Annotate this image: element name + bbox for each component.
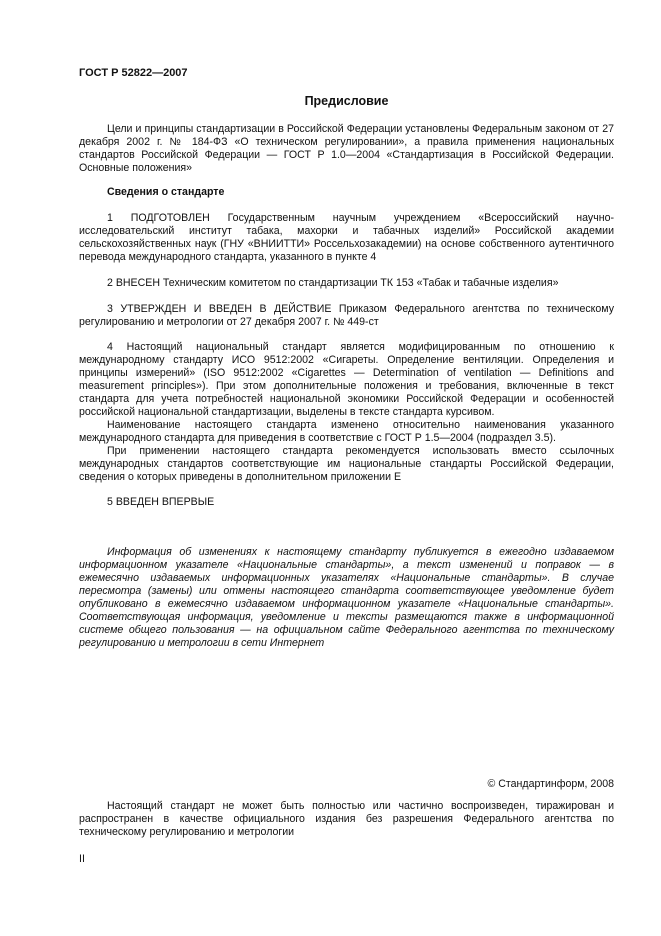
item-5: 5 ВВЕДЕН ВПЕРВЫЕ xyxy=(107,496,215,508)
copyright-line: © Стандартинформ, 2008 xyxy=(487,778,614,790)
item-4-paragraph-3: При применении настоящего стандарта рекомендуется использовать вместо ссылочных международных стандартов соответствующие им национальные стандарты Российской Федерации, сведения о которых приведены в дополнительном приложении Е xyxy=(79,445,614,483)
reproduction-notice: Настоящий стандарт не может быть полностью или частично воспроизведен, тиражирован и распространен в качестве официального издания без разрешения Федерального агентства по техническому регулированию и метрологии xyxy=(79,800,614,838)
reproduction-block xyxy=(79,800,614,839)
item-2: 2 ВНЕСЕН Техническим комитетом по стандартизации ТК 153 «Табак и табачные изделия» xyxy=(107,277,559,289)
info-heading-block xyxy=(79,186,614,199)
item-1: 1 ПОДГОТОВЛЕН Государственным научным учреждением «Всероссийский научно-исследовательский институт табака, махорки и табачных изделий» Российской академии сельскохозяйственных наук (ГНУ «ВНИИТТИ» Россельхозакадемии) на основе собственного аутентичного перевода международного стандарта, указанного в пункте 4 xyxy=(79,212,614,263)
intro-paragraph: Цели и принципы стандартизации в Российской Федерации установлены Федеральным законом от 27 декабря 2002 г. № 184-ФЗ «О техническом регулировании», а правила применения национальных стандартов Российской Федерации — ГОСТ Р 1.0—2004 «Стандартизация в Российской Федерации. Основные положения» xyxy=(79,123,614,174)
item-4-paragraph-2: Наименование настоящего стандарта изменено относительно наименования указанного международного стандарта для приведения в соответствие с ГОСТ Р 1.5—2004 (подраздел 3.5). xyxy=(79,419,614,444)
standard-code: ГОСТ Р 52822—2007 xyxy=(79,67,188,79)
changes-notice: Информация об изменениях к настоящему стандарту публикуется в ежегодно издаваемом информационном указателе «Национальные стандарты», а текст изменений и поправок — в ежемесячно издаваемых информационных указателях «Национальные стандарты». В случае пересмотра (замены) или отмены настоящего стандарта соответствующее уведомление будет опубликовано в ежемесячно издаваемом информационном указателе «Национальные стандарты». Соответствующая информация, уведомление и тексты размещаются также в информационной системе общего пользования — на официальном сайте Федерального агентства по техническому регулированию и метрологии в сети Интернет xyxy=(79,546,614,649)
item-3: 3 УТВЕРЖДЕН И ВВЕДЕН В ДЕЙСТВИЕ Приказом Федерального агентства по техническому регулированию и метрологии от 27 декабря 2007 г. № 449-ст xyxy=(79,303,614,328)
intro-block xyxy=(79,123,614,175)
item-5-block xyxy=(79,496,614,509)
item-4-block xyxy=(79,341,614,484)
info-heading: Сведения о стандарте xyxy=(107,186,225,198)
page-title: Предисловие xyxy=(304,94,389,108)
item-4-paragraph-1: 4 Настоящий национальный стандарт является модифицированным по отношению к международному стандарту ИСО 9512:2002 «Сигареты. Определение вентиляции. Определения и принципы измерений» (ISO 9512:2002 «Cigarettes — Determination of ventilation — Definitions and measurement principles»). При этом дополнительные положения и требования, включенные в текст стандарта для учета потребностей национальной экономики Российской Федерации и особенностей российской национальной стандартизации, выделены в тексте стандарта курсивом. xyxy=(79,341,614,418)
notice-block xyxy=(79,546,614,650)
item-1-block xyxy=(79,212,614,264)
page-number: II xyxy=(79,853,85,865)
item-3-block xyxy=(79,303,614,329)
item-2-block xyxy=(79,277,614,290)
